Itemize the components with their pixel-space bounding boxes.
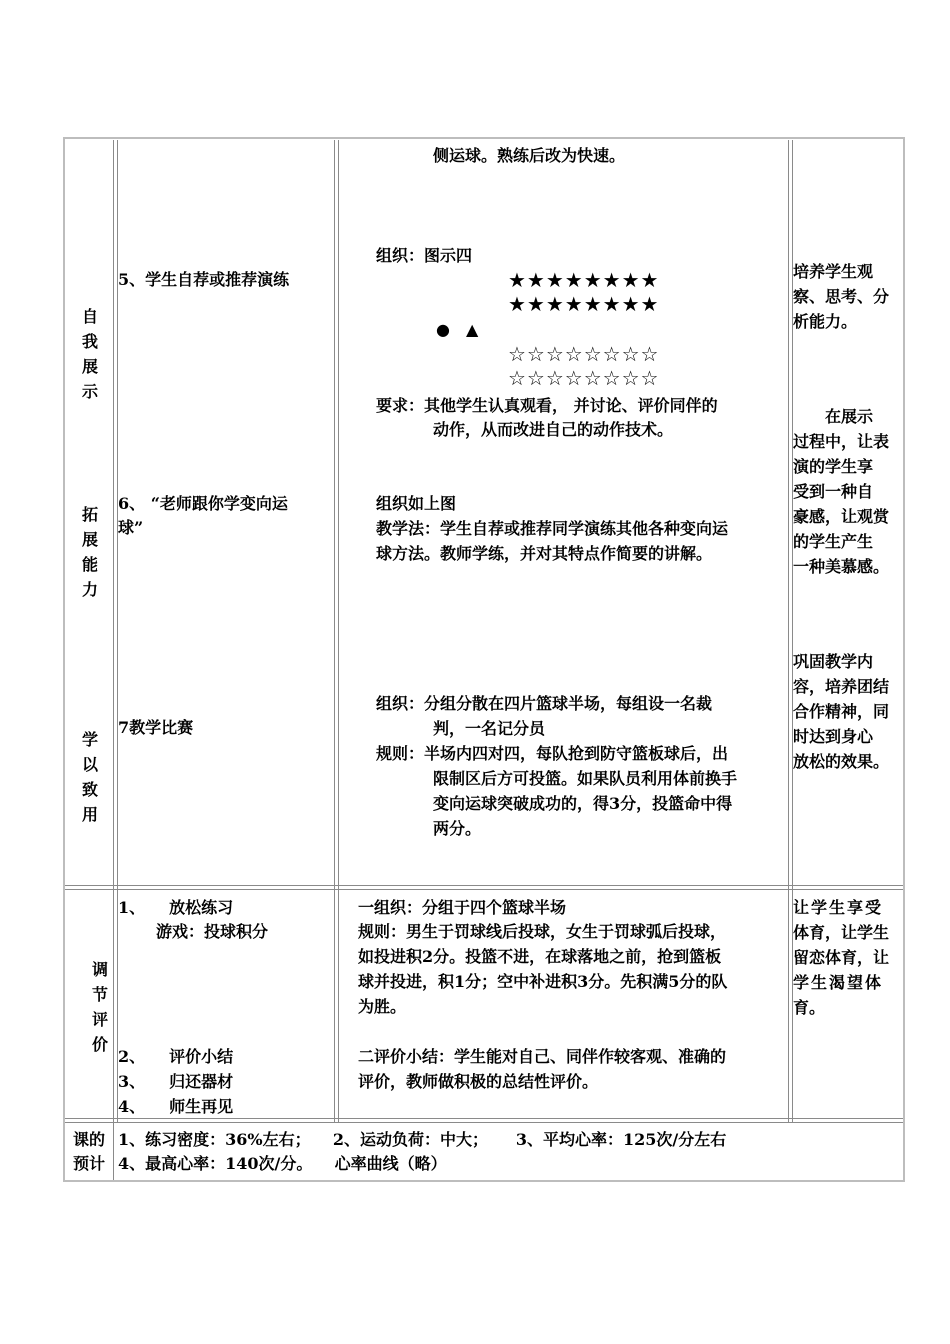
adjust-rule-1: 规则：男生于罚球线后投球，女生于罚球弧后投球，: [358, 922, 727, 941]
item7-title: 7教学比赛: [118, 718, 194, 737]
item7-goal-5: 放松的效果。: [793, 752, 890, 771]
adjust-rule-2: 如投进积2分。投篮不进，在球落地之前，抢到篮板: [358, 947, 722, 966]
item7-rule-1: 规则：半场内四对四，每队抢到防守篮板球后，出: [376, 744, 729, 763]
item7-rule-3: 变向运球突破成功的，得3分，投篮命中得: [433, 794, 733, 813]
adjust-item-1: 1、 放松练习: [118, 898, 234, 917]
item7-goal-2: 容，培养团结: [793, 677, 890, 696]
item7-goal-3: 合作精神，同: [793, 702, 890, 721]
item5-title: 5、学生自荐或推荐演练: [118, 270, 290, 289]
item6-goal-5: 豪感，让观赏: [793, 507, 890, 526]
item6-goal-3: 演的学生享: [793, 457, 874, 476]
col-divider-2b: [338, 140, 339, 1123]
item5-requirement-2: 动作，从而改进自己的动作技术。: [433, 420, 674, 439]
col-divider-3: [788, 140, 789, 1123]
adjust-rule-3: 球并投进，积1分；空中补进积3分。先积满5分的队: [358, 972, 728, 991]
item6-goal-1: 在展示: [793, 407, 874, 426]
item7-org-1: 组织：分组分散在四片篮球半场，每组设一名裁: [376, 694, 713, 713]
item6-title-2: 球”: [118, 518, 144, 537]
adjust-item-2: 2、 评价小结: [118, 1047, 234, 1066]
section-expand: 拓 展 能 力: [81, 505, 98, 599]
forecast-label-1: 课的: [73, 1130, 106, 1149]
item7-goal-1: 巩固教学内: [793, 652, 874, 671]
item6-org: 组织如上图: [376, 494, 457, 513]
item6-goal-7: 一种美慕感。: [793, 557, 890, 576]
item5-goal-1: 培养学生观: [793, 262, 874, 281]
forecast-line-1: 1、练习密度：36%左右； 2、运动负荷：中大； 3、平均心率：125次/分左右: [118, 1130, 727, 1149]
item5-goal-3: 析能力。: [793, 312, 858, 331]
item6-goal-4: 受到一种自: [793, 482, 874, 501]
formation-hollow-row-1: ☆☆☆☆☆☆☆☆: [508, 342, 660, 366]
adjust-goal-4: 学生渴望体: [793, 973, 884, 992]
section-self-show: 自 我 展 示: [81, 307, 98, 401]
adjust-goal-1: 让学生享受: [793, 898, 884, 917]
section-apply: 学 以 致 用: [81, 730, 98, 824]
item7-goal-4: 时达到身心: [793, 727, 874, 746]
item6-method-1: 教学法：学生自荐或推荐同学演练其他各种变向运: [376, 519, 729, 538]
col-divider-1: [113, 140, 114, 1123]
item6-goal-6: 的学生产生: [793, 532, 874, 551]
forecast-label-2: 预计: [73, 1154, 106, 1173]
row-divider-1b: [65, 889, 903, 890]
item7-org-2: 判，一名记分员: [433, 719, 546, 738]
adjust-item-3: 3、 归还器材: [118, 1072, 234, 1091]
formation-hollow-row-2: ☆☆☆☆☆☆☆☆: [508, 366, 660, 390]
item7-rule-4: 两分。: [433, 819, 482, 838]
formation-solid-row-2: ★★★★★★★★: [508, 292, 660, 316]
item6-title-1: 6、 “老师跟你学变向运: [118, 494, 288, 513]
lesson-plan-table: [63, 137, 905, 1182]
item5-org: 组织：图示四: [376, 246, 473, 265]
col-divider-forecast: [113, 1123, 114, 1180]
adjust-goal-5: 育。: [793, 998, 826, 1017]
formation-solid-row-1: ★★★★★★★★: [508, 268, 660, 292]
col-divider-2: [334, 140, 335, 1123]
adjust-goal-2: 体育，让学生: [793, 923, 890, 942]
item6-method-2: 球方法。教师学练，并对其特点作简要的讲解。: [376, 544, 713, 563]
adjust-rule-4: 为胜。: [358, 997, 407, 1016]
forecast-line-2: 4、最高心率：140次/分。 心率曲线（略）: [118, 1154, 447, 1173]
section-adjust: 调 节 评 价: [91, 960, 108, 1054]
item6-goal-2: 过程中，让表: [793, 432, 890, 451]
item5-goal-2: 察、思考、分: [793, 287, 890, 306]
adjust-org: 一组织：分组于四个篮球半场: [358, 898, 567, 917]
row-divider-1: [65, 885, 903, 886]
formation-markers: ● ▲: [436, 320, 479, 339]
adjust-item-4: 4、 师生再见: [118, 1097, 234, 1116]
adjust-eval-2: 评价，教师做积极的总结性评价。: [358, 1072, 599, 1091]
continuation-text: 侧运球。熟练后改为快速。: [433, 146, 626, 165]
row-divider-2b: [65, 1122, 903, 1123]
adjust-goal-3: 留恋体育，让: [793, 948, 890, 967]
item5-requirement-1: 要求：其他学生认真观看， 并讨论、评价同伴的: [376, 396, 718, 415]
adjust-eval-1: 二评价小结：学生能对自己、同伴作较客观、准确的: [358, 1047, 727, 1066]
item7-rule-2: 限制区后方可投篮。如果队员利用体前换手: [433, 769, 738, 788]
adjust-item-game: 游戏：投球积分: [140, 922, 269, 941]
